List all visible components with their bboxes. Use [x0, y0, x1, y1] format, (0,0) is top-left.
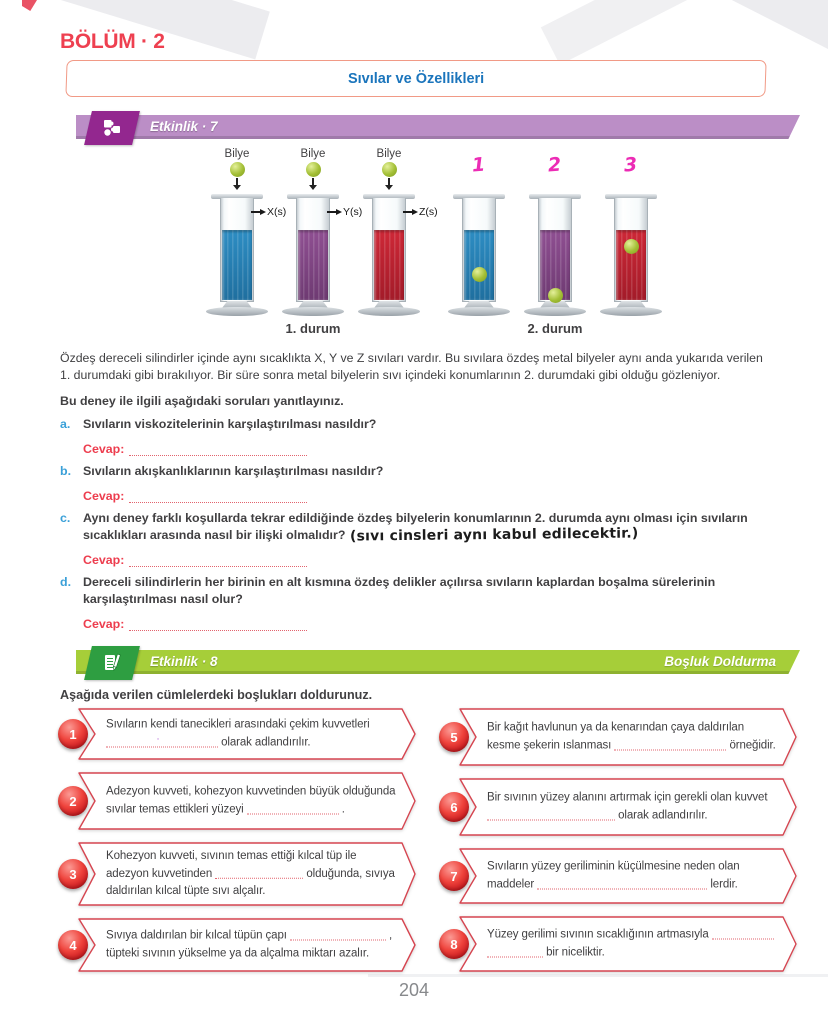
item-number-badge: 2 [58, 786, 88, 816]
liquid-side-label [327, 206, 362, 218]
fill-blank[interactable] [487, 946, 543, 957]
sentence-fragment: , tüpteki sıvının yükselme ya da alçalma miktarı azalır. [106, 929, 396, 959]
cylinder-top-area [593, 148, 669, 194]
question-line [60, 574, 772, 608]
marble-label: Bilye [376, 148, 402, 160]
marble-in-liquid-icon [472, 267, 487, 282]
marble-icon [230, 162, 245, 177]
sentence-fragment: Sıvıların yüzey geriliminin küçülmesine neden olan maddeler [487, 860, 743, 890]
sentence-fragment: olarak adlandırılır. [615, 809, 708, 821]
question-letter: a. [60, 417, 71, 431]
fill-sentence [487, 790, 780, 825]
activity7-label: Etkinlik · 7 [150, 119, 218, 134]
state2-group [441, 148, 669, 336]
cylinder-glass [457, 194, 501, 316]
liquid-name: Y(s) [343, 206, 363, 218]
questions-list [60, 416, 772, 638]
liquid-fill [464, 230, 494, 300]
fill-item [58, 918, 419, 972]
sentence-fragment: örneğidir. [726, 739, 776, 751]
red-corner-accent [22, 0, 37, 11]
answer-blank[interactable] [129, 502, 307, 503]
fill-sentence [487, 720, 780, 755]
sentence-fragment: Adezyon kuvveti, kohezyon kuvvetinden büyük olduğunda sıvılar temas ettikleri yüzeyi [106, 785, 399, 815]
cylinder-glass [609, 194, 653, 316]
liquid-name: X(s) [267, 206, 287, 218]
item-number-badge: 5 [439, 722, 469, 752]
cylinder-foot [282, 307, 344, 316]
fill-blank[interactable] [290, 930, 386, 941]
handwritten-number: 3 [623, 153, 639, 177]
question-block [60, 416, 772, 454]
activity8-flag [84, 646, 140, 680]
fill-sentence [106, 717, 399, 752]
answer-label: Cevap: [83, 553, 125, 567]
answer-line [83, 440, 772, 454]
answer-label: Cevap: [83, 442, 125, 456]
question-letter: c. [60, 511, 71, 525]
fill-blank[interactable] [712, 929, 774, 940]
marble-in-liquid-icon [624, 239, 639, 254]
fill-sentence [487, 859, 780, 894]
experiment-figure [20, 148, 828, 336]
graduated-cylinder [517, 148, 593, 316]
question-letter: d. [60, 575, 72, 589]
question-letter: b. [60, 464, 72, 478]
question-line [60, 463, 772, 480]
answer-label: Cevap: [83, 489, 125, 503]
answer-blank[interactable] [129, 455, 307, 456]
sentence-fragment: olduğunda, sıvıya daldırılan kılcal tüpte sıvı alçalır. [106, 867, 398, 897]
fill-blank[interactable] [537, 878, 707, 889]
item-number-badge: 3 [58, 859, 88, 889]
question-block [60, 463, 772, 501]
sentence-fragment: bir niceliktir. [543, 946, 605, 958]
arrow-right-icon [336, 209, 342, 215]
liquid-fill [222, 230, 252, 300]
sentence-fragment: olarak adlandırılır. [218, 736, 311, 748]
cylinder-foot [524, 307, 586, 316]
liquid-side-label [251, 206, 286, 218]
question-text: Aynı deney farklı koşullarda tekrar edildiğinde özdeş bilyelerin konumlarının 2. durumda aynı olması için sıvıların sıcaklıkları arasında nasıl bir ilişki olmalıdır? (sıvı cinsleri aynı kabul edilecektir.) [83, 511, 748, 545]
activity7-banner [0, 111, 828, 145]
liquid-name: Z(s) [419, 206, 438, 218]
cylinder-foot [600, 307, 662, 316]
handwritten-number: 1 [471, 153, 487, 177]
drop-arrow-icon [388, 178, 390, 185]
marble-in-liquid-icon [548, 288, 563, 303]
question-block [60, 510, 772, 565]
fill-item [439, 778, 800, 836]
fill-blank[interactable] [487, 809, 615, 820]
cylinder-glass [533, 194, 577, 316]
drop-arrow-icon [236, 178, 238, 185]
marble-label: Bilye [300, 148, 326, 160]
cylinder-foot [358, 307, 420, 316]
answer-blank[interactable] [129, 630, 307, 631]
sentence-fragment: Kohezyon kuvveti, sıvının temas ettiği kılcal tüp ile adezyon kuvvetinden [106, 849, 360, 880]
item-number-badge: 6 [439, 792, 469, 822]
sentence-fragment: Sıvıların kendi tanecikleri arasındaki çekim kuvvetleri [106, 718, 373, 731]
handwritten-number: 2 [547, 153, 563, 177]
chapter-heading: BÖLÜM · 2 [60, 30, 165, 53]
experiment-description: Özdeş dereceli silindirler içinde aynı sıcaklıkta X, Y ve Z sıvıları vardır. Bu sıvılara özdeş metal bilyeler aynı anda yukarıda verilen 1. durumdaki gibi bırakılıyor. Bir süre sonra metal bilyelerin sıvı içindeki konumlarının 2. durumdaki gibi olduğu gözleniyor. [60, 351, 763, 382]
puzzle-icon [101, 117, 123, 139]
item-number-badge: 7 [439, 861, 469, 891]
fill-blank[interactable] [106, 733, 218, 747]
page-number: 204 [398, 980, 430, 1000]
liquid-side-label [403, 206, 438, 218]
question-text: Sıvıların viskozitelerinin karşılaştırılması nasıldır? [83, 417, 377, 431]
sentence-fragment: Bir sıvının yüzey alanını artırmak için gerekli olan kuvvet [487, 791, 771, 804]
fill-item [58, 842, 419, 906]
footer-rule [368, 974, 828, 977]
fill-item [58, 772, 419, 830]
graduated-cylinder [351, 148, 438, 316]
sentence-fragment: lerdir. [707, 878, 738, 890]
item-number-badge: 8 [439, 929, 469, 959]
answer-label: Cevap: [83, 617, 125, 631]
fill-items-area [58, 708, 800, 972]
activity8-label: Etkinlik · 8 [150, 654, 218, 669]
question-text: Dereceli silindirlerin her birinin en alt kısmına özdeş delikler açılırsa sıvıların kaplardan boşalma sürelerinin karşılaştırılması nasıl olur? [83, 575, 716, 606]
question-text: Sıvıların akışkanlıklarının karşılaştırılması nasıldır? [83, 464, 384, 478]
activity8-tag: Boşluk Doldurma [664, 654, 776, 669]
activity8-banner [0, 646, 828, 680]
pencil-note-icon [101, 652, 123, 674]
stray-mark: · [156, 733, 160, 744]
question-block [60, 574, 772, 629]
fill-sentence [106, 928, 399, 963]
fill-sentence [487, 927, 780, 962]
fill-item [439, 848, 800, 904]
fill-sentence [106, 784, 399, 819]
graduated-cylinder [441, 148, 517, 316]
cylinder-foot [448, 307, 510, 316]
answer-line [83, 551, 772, 565]
activity7-flag [84, 111, 140, 145]
state2-caption: 2. durum [527, 321, 583, 336]
fill-blank[interactable] [247, 803, 339, 814]
answer-line [83, 615, 772, 629]
fill-sentence [106, 848, 399, 901]
cylinder-top-area [275, 148, 351, 194]
item-number-badge: 4 [58, 930, 88, 960]
answer-line [83, 487, 772, 501]
cylinder-top-area [199, 148, 275, 194]
fill-instruction: Aşağıda verilen cümlelerdeki boşlukları doldurunuz. [60, 688, 373, 702]
cylinder-top-area [517, 148, 593, 194]
state1-group [199, 148, 438, 336]
question-line [60, 510, 772, 544]
section-title-box [65, 60, 766, 97]
fill-item [439, 708, 800, 766]
fill-item [439, 916, 800, 972]
section-title: Sıvılar ve Özellikleri [347, 70, 485, 87]
cylinder-foot [206, 307, 268, 316]
fill-blank[interactable] [614, 739, 726, 750]
graduated-cylinder [199, 148, 287, 316]
drop-arrow-icon [312, 178, 314, 185]
liquid-fill [298, 230, 328, 300]
state1-caption: 1. durum [285, 321, 341, 336]
cylinder-top-area [351, 148, 427, 194]
sentence-fragment: . [338, 803, 345, 815]
answer-blank[interactable] [129, 566, 307, 567]
liquid-fill [374, 230, 404, 300]
graduated-cylinder [275, 148, 363, 316]
sentence-fragment: Sıvıya daldırılan bir kılcal tüpün çapı [106, 929, 290, 942]
fill-item [58, 708, 419, 760]
question-line [60, 416, 772, 433]
item-number-badge: 1 [58, 719, 88, 749]
marble-icon [382, 162, 397, 177]
marble-icon [306, 162, 321, 177]
corner-stripe-decoration [541, 0, 729, 65]
questions-prompt: Bu deney ile ilgili aşağıdaki soruları yanıtlayınız. [60, 394, 344, 408]
sentence-fragment: Yüzey gerilimi sıvının sıcaklığının artmasıyla [487, 928, 712, 941]
graduated-cylinder [593, 148, 669, 316]
fill-column-left [58, 708, 419, 972]
fill-blank[interactable] [215, 867, 303, 878]
arrow-right-icon [260, 209, 266, 215]
arrow-right-icon [412, 209, 418, 215]
cylinder-top-area [441, 148, 517, 194]
sentence-fragment: Bir kağıt havlunun ya da kenarından çaya daldırılan kesme şekerin ıslanması [487, 721, 748, 751]
fill-column-right [439, 708, 800, 972]
marble-label: Bilye [224, 148, 250, 160]
handwritten-note: (sıvı cinsleri aynı kabul edilecektir.) [350, 525, 639, 545]
